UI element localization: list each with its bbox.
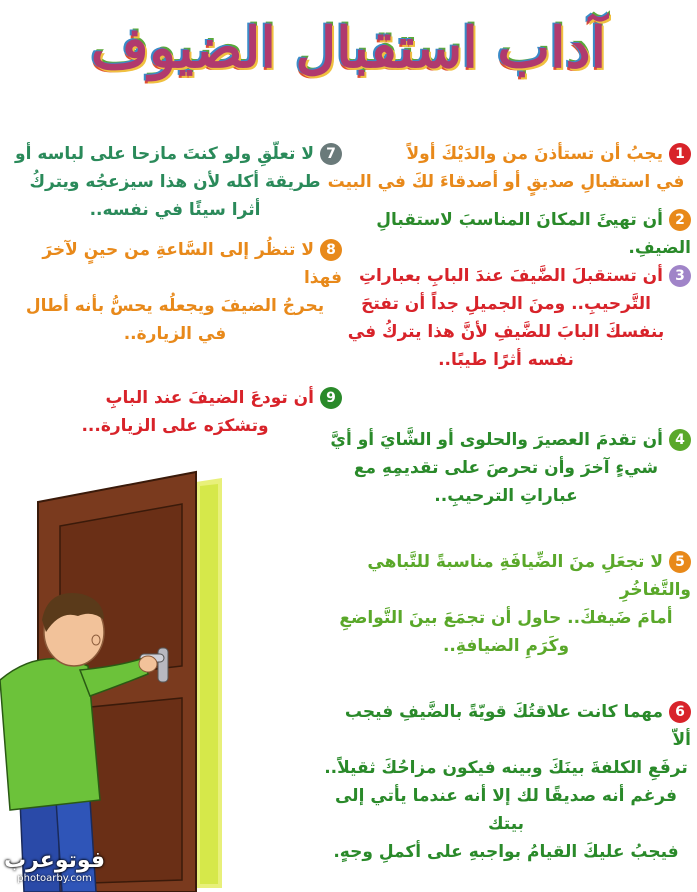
item-7-text <box>8 140 342 224</box>
item-line-text: ترفَعِ الكلفةَ بينَكَ وبينه فيكون مزاحُكَ ثقيلاً.. <box>324 758 688 778</box>
item-number-badge: 6 <box>669 701 691 723</box>
item-3-line <box>321 262 691 290</box>
item-line-text: أن تهيئَ المكانَ المناسبَ لاستقبالِ الضيفِ. <box>376 210 691 258</box>
item-number-badge: 2 <box>669 209 691 231</box>
item-line-text: عباراتِ الترحيبِ.. <box>434 486 578 506</box>
item-1-line <box>321 140 691 168</box>
item-9-line <box>8 384 342 412</box>
list-item-3 <box>321 262 691 374</box>
item-line-text: أن تقدمَ العصيرَ والحلوى أو الشَّايَ أو أيَّ <box>330 430 663 450</box>
item-line-text: أمامَ ضَيفكَ.. حاول أن تجمَعَ بينَ التَّواضعِ <box>339 608 673 628</box>
list-item-6 <box>321 698 691 866</box>
list-item-4 <box>321 426 691 510</box>
item-7-line <box>8 140 342 168</box>
item-line-text: وكَرَمِ الضيافةِ.. <box>442 636 570 656</box>
item-4-line <box>321 482 691 510</box>
item-line-text: في الزيارة.. <box>123 324 227 344</box>
list-item-7 <box>8 140 342 224</box>
list-item-9 <box>8 384 342 440</box>
list-item-1 <box>321 140 691 196</box>
door-handle <box>158 648 168 682</box>
item-line-text: طريقة أكله لأن هذا سيزعجُه ويتركُ <box>29 172 321 192</box>
item-line-text: نفسه أثرًا طيبًا.. <box>438 350 574 370</box>
item-6-line <box>321 838 691 866</box>
item-number-badge: 8 <box>320 239 342 261</box>
item-line-text: فيجبُ عليكَ القيامُ بواجبهِ على أكملِ وجهٍ. <box>333 842 679 862</box>
item-line-text: في استقبالِ صديقٍ أو أصدقاءَ لكَ في البيت <box>327 172 685 192</box>
item-6-line <box>321 698 691 754</box>
item-4-text <box>321 426 691 510</box>
item-8-text <box>8 236 342 348</box>
item-line-text: لا تعلّقِ ولو كنتَ مازحا على لباسه أو <box>15 144 314 164</box>
item-3-line <box>321 290 691 318</box>
item-6-line <box>321 782 691 838</box>
item-5-line <box>321 632 691 660</box>
item-6-line <box>321 754 691 782</box>
item-2-text <box>321 206 691 262</box>
item-7-line <box>8 196 342 224</box>
item-9-line <box>8 412 342 440</box>
item-5-text <box>321 548 691 660</box>
item-2-line <box>321 206 691 262</box>
item-8-line <box>8 292 342 320</box>
item-number-badge: 3 <box>669 265 691 287</box>
watermark-url: photoarby.com <box>17 873 92 884</box>
item-line-text: شيءٍ آخرَ وأن تحرصَ على تقديمِهِ مع <box>353 458 659 478</box>
boy-opening-door-illustration <box>0 470 240 892</box>
item-number-badge: 9 <box>320 387 342 409</box>
list-item-2 <box>321 206 691 262</box>
item-5-line <box>321 604 691 632</box>
item-number-badge: 1 <box>669 143 691 165</box>
list-item-5 <box>321 548 691 660</box>
item-line-text: أثرا سيئًا في نفسه.. <box>89 200 261 220</box>
item-line-text: مهما كانت علاقتُكَ قويّةً بالضَّيفِ فيجب ألاّ <box>344 702 691 750</box>
list-item-8 <box>8 236 342 348</box>
item-line-text: التَّرحيبِ.. ومنَ الجميلِ جداً أن تفتحَ <box>361 294 651 314</box>
item-line-text: أن تودعَ الضيفَ عند البابِ <box>105 388 314 408</box>
item-line-text: يحرجُ الضيفَ ويجعلُه يحسُّ بأنه أطال <box>25 296 325 316</box>
item-number-badge: 7 <box>320 143 342 165</box>
item-line-text: لا تنظُر إلى السَّاعةِ من حينٍ لآخرَ فهذا <box>42 240 342 288</box>
item-8-line <box>8 236 342 292</box>
item-6-text <box>321 698 691 866</box>
item-8-line <box>8 320 342 348</box>
item-9-text <box>8 384 342 440</box>
item-line-text: أن تستقبلَ الضَّيفَ عندَ البابِ بعباراتِ <box>358 266 663 286</box>
item-5-line <box>321 548 691 604</box>
item-line-text: لا تجعَلِ منَ الضِّيافَةِ مناسبةً للتَّباهي والتَّفاخُرِ <box>367 552 691 600</box>
item-line-text: وتشكرَه على الزيارة... <box>81 416 269 436</box>
item-line-text: بنفسكَ البابَ للضَّيفِ لأنَّ هذا يتركُ في <box>347 322 665 342</box>
item-4-line <box>321 426 691 454</box>
page-title: آداب استقبال الضيوف <box>90 15 607 81</box>
item-3-line <box>321 346 691 374</box>
item-number-badge: 5 <box>669 551 691 573</box>
item-1-text <box>321 140 691 196</box>
watermark <box>4 848 105 884</box>
item-1-line <box>321 168 691 196</box>
item-4-line <box>321 454 691 482</box>
item-3-text <box>321 262 691 374</box>
watermark-main: فوتوعرب <box>4 848 106 873</box>
item-line-text: يجبُ أن تستأذنَ من والدَيْكَ أولاً <box>406 144 663 164</box>
item-number-badge: 4 <box>669 429 691 451</box>
item-line-text: فرغم أنه صديقًا لك إلا أنه عندما يأتي إلى بيتك <box>334 786 678 834</box>
item-7-line <box>8 168 342 196</box>
item-3-line <box>321 318 691 346</box>
